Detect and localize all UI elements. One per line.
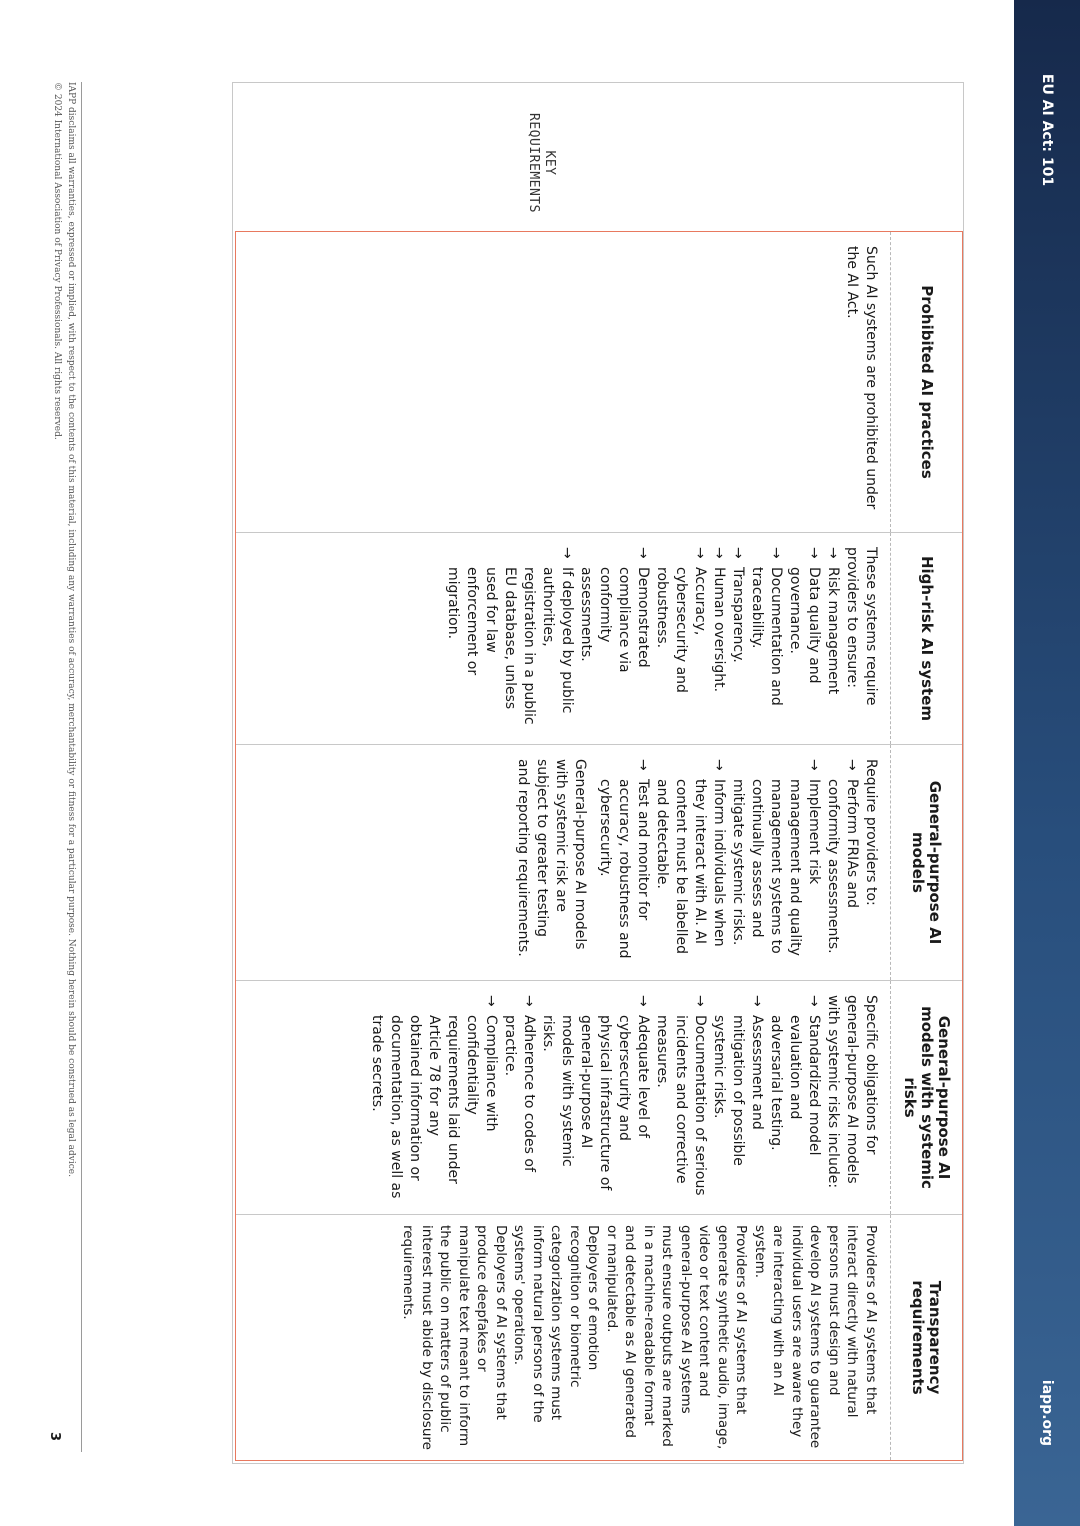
list-item: → Standardized model evaluation and adversarial testing.: [766, 995, 823, 1200]
list-item: → Implement risk management and quality management systems to continually assess and mitigate systemic risks.: [728, 759, 823, 966]
column-heading: General-purpose AI models with systemic risks: [890, 981, 962, 1214]
column-intro: These systems require providers to ensure:: [844, 547, 879, 706]
column-heading: High-risk AI system: [890, 533, 962, 744]
row-label-cell: [233, 83, 963, 229]
column-heading: Prohibited AI practices: [890, 232, 962, 532]
column-heading: General-purpose AI models: [890, 745, 962, 980]
site-link[interactable]: iapp.org: [1039, 1379, 1055, 1447]
list-item: → Transparency.: [728, 547, 747, 730]
column-intro: Such AI systems are prohibited under the AI Act.: [844, 246, 879, 510]
column-paragraph: Providers of AI systems that generate synthetic audio, image, video or text content and general-purpose AI systems must ensure outputs are marked in a machine-readable format and detectable as AI generated or manipulated.: [604, 1225, 750, 1450]
footer: [50, 82, 78, 1452]
list-item: → Adherence to codes of practice.: [500, 995, 538, 1200]
list-item: → Test and monitor for accuracy, robustness and cybersecurity.: [595, 759, 652, 966]
requirements-table: [232, 82, 964, 1464]
column-general-purpose: [236, 744, 962, 980]
page-number: 3: [47, 1432, 62, 1442]
column-transparency: [236, 1214, 962, 1460]
requirement-list: [367, 995, 823, 1200]
list-item: → Human oversight.: [709, 547, 728, 730]
requirements-grid: [235, 231, 963, 1461]
column-heading: Transparency requirements: [890, 1215, 962, 1460]
list-item: → Compliance with confidentiality requirements laid under Article 78 for any obtained information or documentation, as well as trade secrets.: [367, 995, 500, 1200]
document-title: EU AI Act: 101: [1039, 73, 1055, 187]
list-item: → Documentation of serious incidents and corrective measures.: [652, 995, 709, 1200]
column-intro: Providers of AI systems that interact directly with natural persons must design and develop AI systems to guarantee individual users are aware they are interacting with an AI system.: [752, 1225, 879, 1449]
list-item: → If deployed by public authorities, registration in a public EU database, unless used for law enforcement or migration.: [443, 547, 576, 730]
column-intro: Require providers to:: [863, 759, 879, 906]
column-intro: Specific obligations for general-purpose AI models with systemic risks include:: [825, 995, 879, 1189]
copyright-text: © 2024 International Association of Privacy Professionals. All rights reserved.: [52, 82, 62, 440]
list-item: → Accuracy, cybersecurity and robustness.: [652, 547, 709, 730]
list-item: → Assessment and mitigation of possible systemic risks.: [709, 995, 766, 1200]
footer-divider: [81, 82, 82, 1452]
list-item: → Perform FRIAs and conformity assessments.: [823, 759, 861, 966]
list-item: → Documentation and traceability.: [747, 547, 785, 730]
column-high-risk: [236, 532, 962, 744]
column-paragraph: General-purpose AI models with systemic risk are subject to greater testing and reporting requirements.: [515, 759, 588, 957]
list-item: → Adequate level of cybersecurity and physical infrastructure of general-purpose AI models with systemic risks.: [538, 995, 652, 1200]
disclaimer-text: IAPP disclaims all warranties, expressed or implied, with respect to the contents of this material, including any warranties of accuracy, merchantability or fitness for a particular purpose. Nothing herein should be construed as legal advice.: [66, 82, 76, 1177]
column-paragraph: Deployers of AI systems that produce deepfakes or manipulate text meant to inform the public on matters of public interest must abide by disclosure requirements.: [400, 1225, 509, 1450]
list-item: → Data quality and governance.: [785, 547, 823, 730]
column-prohibited: [236, 232, 962, 532]
list-item: → Inform individuals when they interact with AI. AI content must be labelled and detectable.: [652, 759, 728, 966]
requirement-list: [595, 759, 861, 966]
list-item: → Risk management: [823, 547, 842, 730]
list-item: → Demonstrated compliance via conformity assessments.: [576, 547, 652, 730]
column-paragraph: Deployers of emotion recognition or biometric categorization systems must inform natural persons of the systems' operations.: [511, 1225, 602, 1423]
row-label-key-requirements: KEY REQUIREMENTS: [526, 113, 557, 213]
requirement-list: [443, 547, 842, 730]
column-systemic-risk: [236, 980, 962, 1214]
